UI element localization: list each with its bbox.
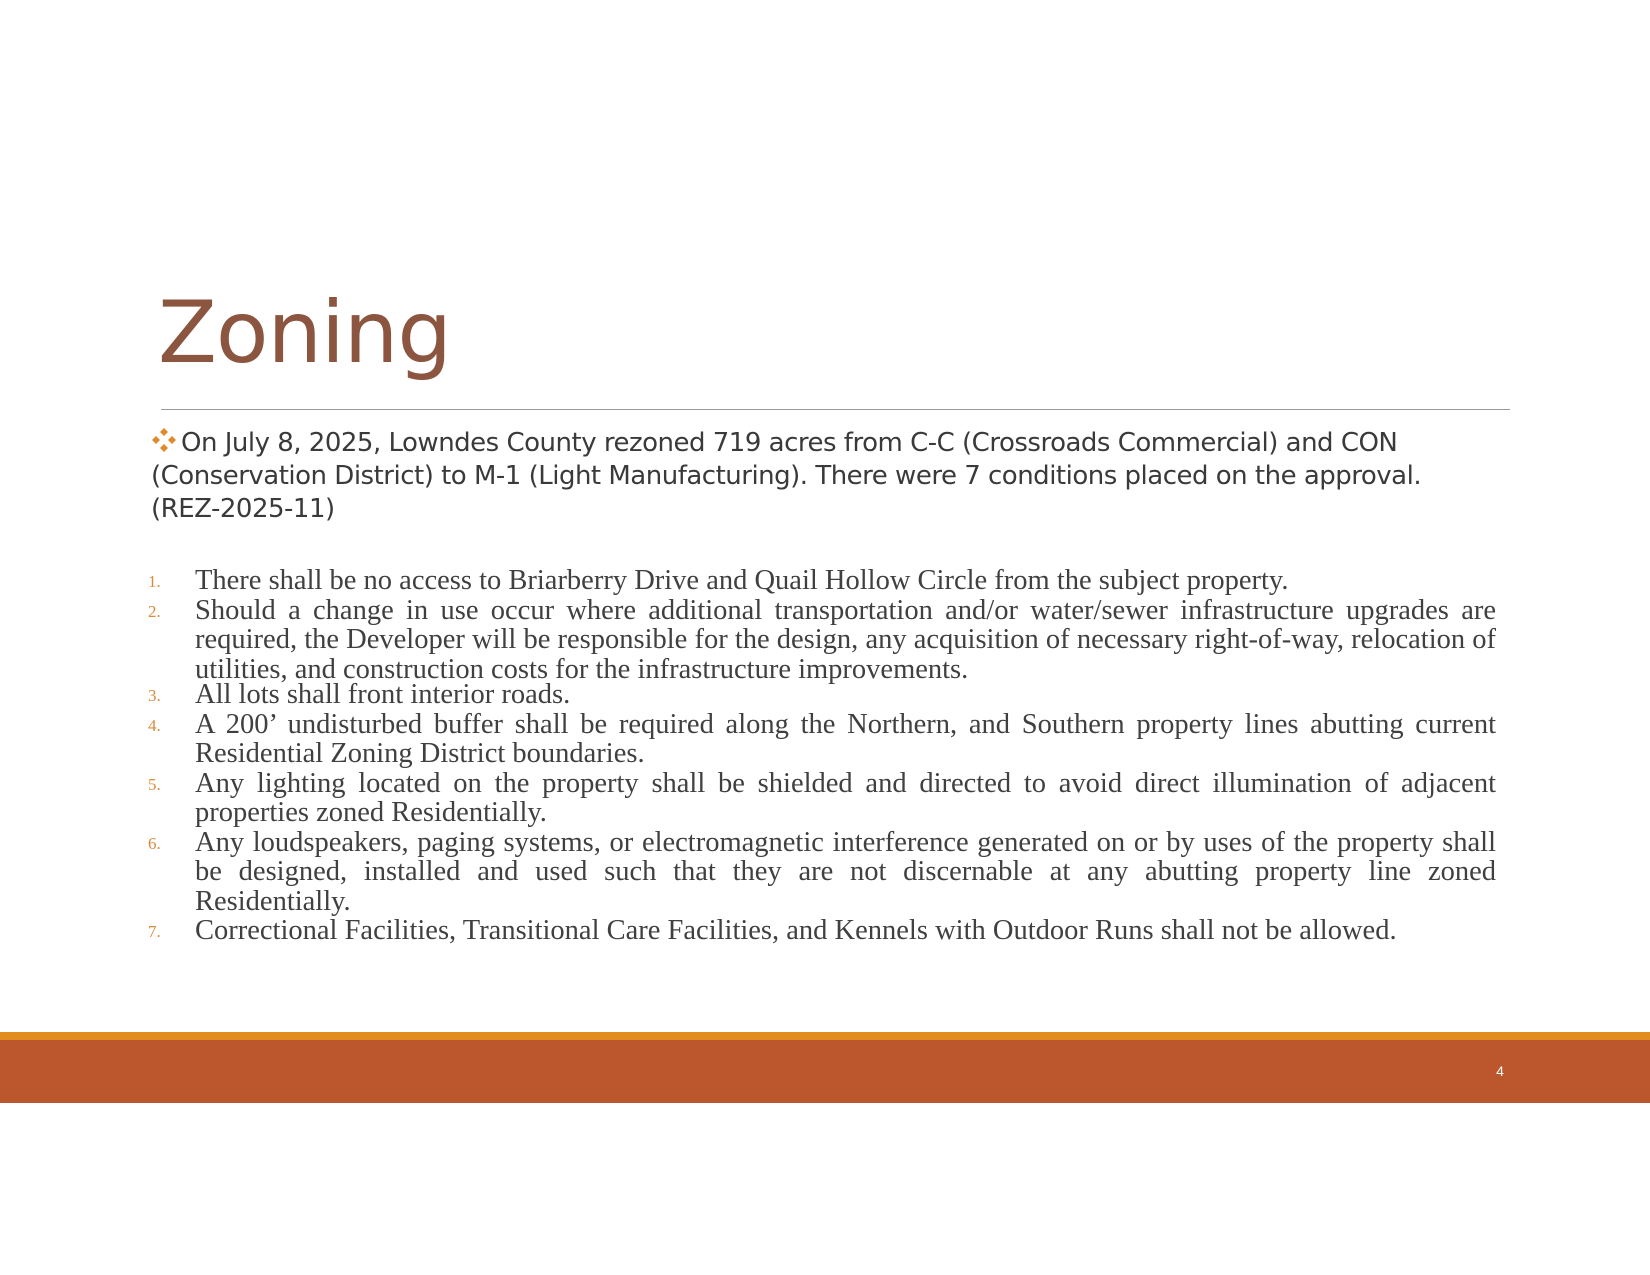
condition-text: A 200’ undisturbed buffer shall be required along the Northern, and Southern property lines abutting current Residential Zoning District boundaries.	[195, 708, 1496, 769]
condition-text: There shall be no access to Briarberry Drive and Quail Hollow Circle from the subject property.	[195, 565, 1289, 596]
footer-accent-stripe	[0, 1032, 1650, 1040]
conditions-list	[0, 566, 1650, 946]
title-divider	[161, 409, 1510, 410]
page-number: 4	[1496, 1063, 1504, 1079]
condition-text: Any lighting located on the property shall be shielded and directed to avoid direct illumination of adjacent properties zoned Residentially.	[195, 767, 1496, 828]
condition-item	[0, 828, 1650, 917]
condition-item	[0, 596, 1650, 685]
condition-text: Correctional Facilities, Transitional Care Facilities, and Kennels with Outdoor Runs shall not be allowed.	[195, 915, 1397, 946]
condition-item	[0, 769, 1650, 828]
condition-number: 7.	[148, 922, 161, 941]
condition-number: 1.	[148, 572, 161, 591]
condition-number: 2.	[148, 601, 161, 621]
footer-band	[0, 1040, 1650, 1103]
condition-item	[0, 916, 1650, 946]
condition-number: 4.	[148, 715, 161, 735]
intro-text: On July 8, 2025, Lowndes County rezoned 719 acres from C-C (Crossroads Commercial) and CON (Conservation District) to M-1 (Light Manufacturing). There were 7 conditions placed on the approval. (REZ-2025-11)	[151, 428, 1422, 524]
condition-item	[0, 680, 1650, 710]
condition-text: Any loudspeakers, paging systems, or electromagnetic interference generated on or by uses of the property shall be designed, installed and used such that they are not discernable at any abutting property line zoned Residentially.	[195, 826, 1496, 917]
condition-number: 5.	[148, 774, 161, 794]
condition-number: 3.	[148, 686, 161, 705]
diamond-bullet-icon	[151, 427, 181, 460]
condition-number: 6.	[148, 833, 161, 853]
condition-item	[0, 566, 1650, 596]
slide-title: Zoning	[158, 283, 452, 383]
intro-paragraph	[151, 427, 1481, 526]
condition-item	[0, 710, 1650, 769]
condition-text: All lots shall front interior roads.	[195, 679, 571, 710]
condition-text: Should a change in use occur where additional transportation and/or water/sewer infrastructure upgrades are required, the Developer will be responsible for the design, any acquisition of necessary right-of-way, relocation of utilities, and construction costs for the infrastructure improvements.	[195, 594, 1496, 685]
